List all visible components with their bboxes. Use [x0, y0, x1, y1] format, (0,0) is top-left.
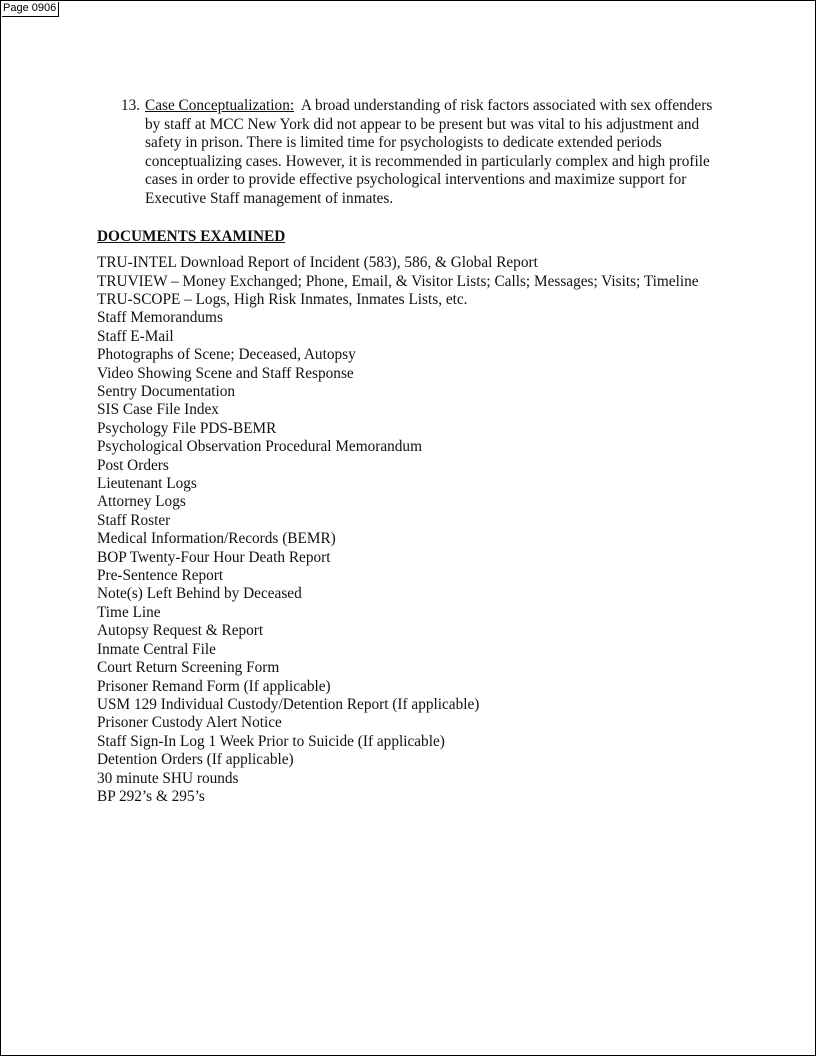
- page-content: [97, 97, 737, 806]
- documents-heading: DOCUMENTS EXAMINED: [97, 227, 286, 245]
- document-list-item: Time Line: [97, 603, 161, 621]
- item-body: A broad understanding of risk factors associated with sex offenders by staff at MCC New York did not appear to be present but was vital to his adjustment and safety in prison. There is limited time for psychologists to dedicate extended periods conceptualizing cases. However, it is recommended in particularly complex and high profile cases in order to provide effective psychological interventions and maximize support for Executive Staff management of inmates.: [145, 97, 713, 207]
- document-list-item: 30 minute SHU rounds: [97, 769, 239, 787]
- item-number: 13.: [121, 97, 141, 114]
- document-list-item: TRU-SCOPE – Logs, High Risk Inmates, Inmates Lists, etc.: [97, 290, 468, 308]
- document-list-item: Note(s) Left Behind by Deceased: [97, 585, 302, 603]
- document-list-item: Detention Orders (If applicable): [97, 751, 294, 769]
- document-list-item: Photographs of Scene; Deceased, Autopsy: [97, 346, 356, 364]
- document-list-item: Psychological Observation Procedural Memorandum: [97, 438, 422, 456]
- document-list-item: Staff E-Mail: [97, 327, 174, 345]
- document-list-item: Inmate Central File: [97, 640, 216, 658]
- document-list-item: BP 292’s & 295’s: [97, 787, 205, 805]
- document-list-item: Attorney Logs: [97, 493, 186, 511]
- document-list-item: Court Return Screening Form: [97, 659, 280, 677]
- document-list-item: Staff Memorandums: [97, 309, 223, 327]
- numbered-item-13: [97, 97, 727, 209]
- document-list-item: Post Orders: [97, 456, 169, 474]
- document-list-item: Video Showing Scene and Staff Response: [97, 364, 354, 382]
- document-list-item: Staff Roster: [97, 511, 171, 529]
- document-list-item: TRU-INTEL Download Report of Incident (583), 586, & Global Report: [97, 254, 538, 272]
- document-list-item: Staff Sign-In Log 1 Week Prior to Suicide (If applicable): [97, 732, 445, 750]
- document-list-item: BOP Twenty-Four Hour Death Report: [97, 548, 331, 566]
- document-list-item: Medical Information/Records (BEMR): [97, 530, 336, 548]
- page-label: Page 0906: [2, 2, 59, 17]
- document-list-item: Sentry Documentation: [97, 383, 236, 400]
- document-list-item: SIS Case File Index: [97, 401, 219, 419]
- item-title: Case Conceptualization:: [145, 97, 295, 114]
- document-list-item: Prisoner Custody Alert Notice: [97, 714, 282, 732]
- document-list-item: Prisoner Remand Form (If applicable): [97, 677, 331, 695]
- document-list-item: Lieutenant Logs: [97, 475, 197, 493]
- documents-list: [97, 254, 737, 806]
- document-list-item: USM 129 Individual Custody/Detention Report (If applicable): [97, 695, 480, 713]
- document-list-item: TRUVIEW – Money Exchanged; Phone, Email, & Visitor Lists; Calls; Messages; Visits; Timeline: [97, 272, 699, 290]
- document-list-item: Pre-Sentence Report: [97, 567, 224, 585]
- document-list-item: Psychology File PDS-BEMR: [97, 419, 277, 437]
- document-list-item: Autopsy Request & Report: [97, 622, 264, 640]
